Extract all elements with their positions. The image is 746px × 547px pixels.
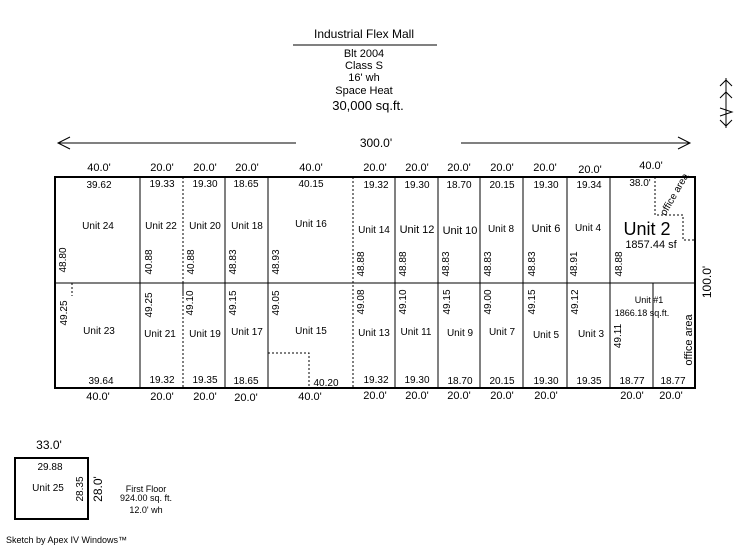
unit-25 bbox=[15, 438, 172, 519]
top-width-label: 40.0' bbox=[87, 162, 111, 174]
unit-name: Unit 6 bbox=[531, 223, 561, 235]
unit-4 bbox=[569, 180, 602, 277]
unit-12 bbox=[398, 180, 434, 277]
plan-title: Industrial Flex Mall bbox=[313, 27, 415, 41]
building-walls bbox=[55, 177, 695, 388]
unit-name: Unit 8 bbox=[487, 224, 515, 235]
unit-23 bbox=[59, 300, 115, 387]
unit-width: 19.30 bbox=[533, 376, 559, 387]
unit-name: Unit 3 bbox=[577, 329, 605, 340]
bottom-width-label: 20.0' bbox=[234, 392, 258, 404]
built-year: Blt 2004 bbox=[343, 48, 385, 60]
unit-width: 40.20 bbox=[313, 378, 339, 389]
unit-width: 19.35 bbox=[576, 376, 602, 387]
bottom-width-label: 20.0' bbox=[150, 391, 174, 403]
unit-18 bbox=[228, 179, 263, 275]
bottom-width-label: 20.0' bbox=[490, 390, 514, 402]
unit-19 bbox=[185, 290, 221, 386]
unit-name: Unit 25 bbox=[32, 483, 64, 494]
unit-depth: 49.12 bbox=[570, 289, 581, 315]
unit-width: 39.64 bbox=[88, 376, 114, 387]
unit-depth: 49.00 bbox=[483, 289, 494, 315]
unit-width: 19.32 bbox=[149, 375, 175, 386]
unit-width: 39.62 bbox=[86, 180, 112, 191]
office-area-label: office area bbox=[658, 171, 692, 218]
unit-24 bbox=[58, 180, 114, 273]
unit-17 bbox=[228, 290, 263, 387]
unit-name: Unit 17 bbox=[231, 327, 263, 338]
unit-width: 18.70 bbox=[446, 180, 472, 191]
bottom-units bbox=[59, 289, 695, 389]
unit-name: Unit 14 bbox=[358, 225, 390, 236]
unit-name: Unit 7 bbox=[488, 327, 516, 338]
sketch-credit: Sketch by Apex IV Windows™ bbox=[6, 535, 128, 545]
unit-width: 19.33 bbox=[149, 179, 175, 190]
unit-width: 18.77 bbox=[660, 376, 686, 387]
unit-name: Unit 20 bbox=[189, 221, 221, 232]
unit-depth: 49.15 bbox=[527, 289, 538, 315]
building-class: Class S bbox=[345, 60, 383, 72]
bottom-width-label: 40.0' bbox=[86, 391, 110, 403]
unit-width: 18.77 bbox=[619, 376, 645, 387]
unit-name: Unit 19 bbox=[189, 329, 221, 340]
unit-depth: 48.83 bbox=[527, 251, 538, 277]
unit-width: 38.0' bbox=[629, 178, 651, 189]
unit-15 bbox=[271, 290, 339, 389]
unit-name: Unit 24 bbox=[82, 221, 114, 232]
unit-width: 40.15 bbox=[298, 179, 324, 190]
unit-name: Unit 23 bbox=[83, 326, 115, 337]
floor-label: First Floor bbox=[125, 484, 167, 494]
unit-depth: 48.83 bbox=[483, 251, 494, 277]
unit-name: Unit 4 bbox=[574, 223, 602, 234]
office-area-label: office area bbox=[683, 314, 695, 366]
unit-area: 1857.44 sf bbox=[625, 239, 677, 251]
unit-5 bbox=[527, 289, 559, 387]
unit-9 bbox=[442, 289, 473, 387]
unit-inner-depth: 28.35 bbox=[75, 476, 86, 502]
unit-7 bbox=[483, 289, 515, 387]
bottom-width-label: 20.0' bbox=[534, 390, 558, 402]
bottom-width-labels bbox=[86, 390, 683, 404]
unit-14 bbox=[356, 180, 390, 277]
top-width-label: 20.0' bbox=[235, 162, 259, 174]
unit-10 bbox=[441, 180, 477, 277]
unit-name: Unit 18 bbox=[231, 221, 263, 232]
unit-depth: 49.15 bbox=[228, 290, 239, 316]
bottom-width-label: 40.0' bbox=[298, 391, 322, 403]
unit-width: 19.35 bbox=[192, 375, 218, 386]
unit-name: Unit 2 bbox=[623, 219, 671, 239]
top-width-label: 20.0' bbox=[405, 162, 429, 174]
unit-21 bbox=[144, 292, 176, 386]
top-width-label: 20.0' bbox=[490, 162, 514, 174]
overall-depth-label: 100.0' bbox=[700, 265, 714, 299]
unit-width: 19.30 bbox=[533, 180, 559, 191]
unit-name: Unit 22 bbox=[145, 221, 177, 232]
unit-width: 18.65 bbox=[233, 179, 259, 190]
unit-width: 20.15 bbox=[489, 180, 515, 191]
unit-depth: 49.25 bbox=[144, 292, 155, 318]
bottom-width-label: 20.0' bbox=[659, 390, 683, 402]
unit-width: 18.70 bbox=[447, 376, 473, 387]
unit-name: Unit 15 bbox=[295, 326, 327, 337]
unit-depth: 48.88 bbox=[398, 251, 409, 277]
unit-depth: 48.83 bbox=[228, 249, 239, 275]
wall-height: 16' wh bbox=[348, 72, 380, 84]
unit-2 bbox=[614, 171, 691, 276]
top-width-label: 20.0' bbox=[363, 162, 387, 174]
floor-area: 924.00 sq. ft. bbox=[119, 493, 173, 503]
unit-width: 19.30 bbox=[404, 180, 430, 191]
unit-20 bbox=[186, 179, 221, 275]
unit-depth: 49.10 bbox=[185, 290, 196, 316]
unit-depth: 49.25 bbox=[59, 300, 70, 326]
unit-name: Unit 9 bbox=[446, 328, 474, 339]
unit-22 bbox=[144, 179, 177, 275]
north-arrow-icon bbox=[720, 78, 732, 128]
unit-depth: 49.10 bbox=[398, 289, 409, 315]
bottom-width-label: 20.0' bbox=[405, 390, 429, 402]
unit-width: 19.30 bbox=[192, 179, 218, 190]
unit-11 bbox=[398, 289, 432, 386]
top-width-label: 20.0' bbox=[447, 162, 471, 174]
unit-width: 19.32 bbox=[363, 375, 389, 386]
unit-1 bbox=[613, 295, 695, 387]
unit-3 bbox=[570, 289, 604, 387]
total-area: 30,000 sq.ft. bbox=[332, 98, 404, 113]
unit-width: 33.0' bbox=[36, 438, 62, 452]
top-width-label: 20.0' bbox=[150, 162, 174, 174]
unit-depth: 49.05 bbox=[271, 290, 282, 316]
unit-name: Unit 5 bbox=[532, 330, 560, 341]
top-width-label: 20.0' bbox=[193, 162, 217, 174]
unit-8 bbox=[483, 180, 515, 277]
unit-depth: 48.91 bbox=[569, 251, 580, 277]
unit-depth: 28.0' bbox=[91, 476, 105, 502]
unit-depth: 40.88 bbox=[144, 249, 155, 275]
top-units bbox=[58, 171, 691, 276]
floor-wall-height: 12.0' wh bbox=[129, 505, 163, 515]
unit-16 bbox=[271, 179, 327, 275]
bottom-width-label: 20.0' bbox=[363, 390, 387, 402]
unit-depth: 49.11 bbox=[613, 323, 624, 349]
unit-depth: 49.08 bbox=[356, 289, 367, 315]
unit-depth: 48.88 bbox=[356, 251, 367, 277]
bottom-width-label: 20.0' bbox=[193, 391, 217, 403]
unit-inner-width: 29.88 bbox=[37, 462, 63, 473]
unit-name: Unit #1 bbox=[634, 295, 664, 305]
unit-width: 19.34 bbox=[576, 180, 602, 191]
unit-name: Unit 16 bbox=[295, 219, 327, 230]
top-width-label: 40.0' bbox=[639, 160, 663, 172]
unit-name: Unit 21 bbox=[144, 329, 176, 340]
top-width-label: 40.0' bbox=[299, 162, 323, 174]
unit-depth: 48.93 bbox=[271, 249, 282, 275]
unit-width: 20.15 bbox=[489, 376, 515, 387]
top-width-label: 20.0' bbox=[533, 162, 557, 174]
unit-width: 18.65 bbox=[233, 376, 259, 387]
bottom-width-label: 20.0' bbox=[620, 390, 644, 402]
unit-6 bbox=[527, 180, 560, 277]
unit-width: 19.30 bbox=[404, 375, 430, 386]
unit-depth: 40.88 bbox=[186, 249, 197, 275]
unit-name: Unit 11 bbox=[400, 327, 432, 338]
bottom-width-label: 20.0' bbox=[447, 390, 471, 402]
unit-name: Unit 12 bbox=[399, 224, 435, 236]
unit-13 bbox=[356, 289, 390, 386]
unit-area: 1866.18 sq.ft. bbox=[614, 308, 670, 318]
unit-width: 19.32 bbox=[363, 180, 389, 191]
unit-name: Unit 13 bbox=[358, 328, 390, 339]
top-width-label: 20.0' bbox=[578, 164, 602, 176]
unit-depth: 48.80 bbox=[58, 247, 69, 273]
unit-name: Unit 10 bbox=[442, 225, 478, 237]
unit-depth: 48.88 bbox=[614, 251, 625, 277]
top-width-labels bbox=[87, 160, 663, 176]
unit-depth: 48.83 bbox=[441, 251, 452, 277]
overall-width-label: 300.0' bbox=[359, 136, 393, 150]
heat-type: Space Heat bbox=[335, 85, 393, 97]
unit-depth: 49.15 bbox=[442, 289, 453, 315]
